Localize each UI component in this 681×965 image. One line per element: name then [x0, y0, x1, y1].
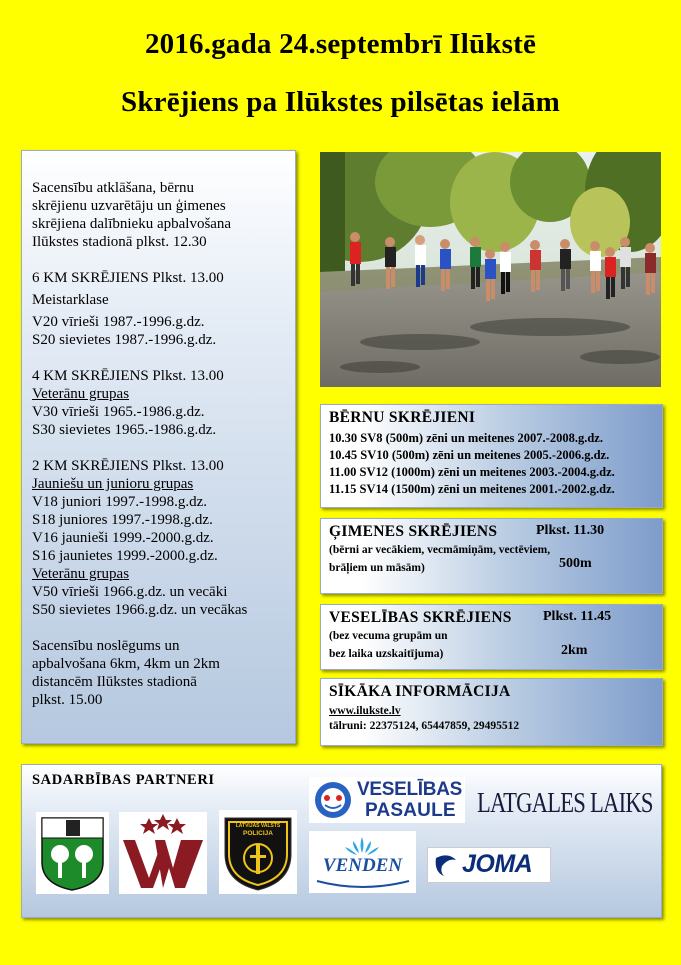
run-2km-line: S18 juniores 1997.-1998.g.dz.	[32, 512, 213, 528]
veselibas-pasaule-logo	[309, 777, 465, 823]
runners-photo	[320, 152, 661, 387]
run-6km-group: Meistarklase	[32, 292, 109, 308]
kids-run-line: 10.30 SV8 (500m) zēni un meitenes 2007.-2008.g.dz.	[329, 431, 603, 445]
health-run-note: (bez vecuma grupām un	[329, 630, 448, 642]
health-run-time: Plkst. 11.45	[543, 609, 612, 624]
lvs-logo	[119, 812, 207, 894]
opening-line: Ilūkstes stadionā plkst. 12.30	[32, 234, 207, 250]
run-2km-line: V18 juniori 1997.-1998.g.dz.	[32, 494, 207, 510]
run-2km-line: V50 vīrieši 1966.g.dz. un vecāki	[32, 584, 228, 600]
info-phones: tālruni: 22375124, 65447859, 29495512	[329, 720, 520, 732]
run-2km-line: S16 jaunietes 1999.-2000.g.dz.	[32, 548, 218, 564]
run-6km-title: 6 KM SKRĒJIENS Plkst. 13.00	[32, 270, 224, 286]
partners-title: SADARBĪBAS PARTNERI	[32, 772, 215, 788]
run-4km-line: V30 vīrieši 1965.-1986.g.dz.	[32, 404, 205, 420]
svg-text:POLICIJA: POLICIJA	[243, 830, 273, 837]
opening-line: skrējienu uzvarētāju un ģimenes	[32, 198, 226, 214]
schedule-panel	[21, 150, 296, 744]
joma-logo	[427, 847, 551, 883]
run-4km-title: 4 KM SKRĒJIENS Plkst. 13.00	[32, 368, 224, 384]
kids-runs-title: BĒRNU SKRĒJIENI	[329, 409, 476, 426]
kids-run-line: 11.15 SV14 (1500m) zēni un meitenes 2001.-2002.g.dz.	[329, 482, 615, 496]
family-run-note: (bērni ar vecākiem, vecmāmiņām, vectēviem,	[329, 544, 551, 556]
family-run-distance: 500m	[559, 556, 592, 571]
run-2km-line: S50 sievietes 1966.g.dz. un vecākas	[32, 602, 248, 618]
health-run-distance: 2km	[561, 643, 588, 658]
run-6km-line: V20 vīrieši 1987.-1996.g.dz.	[32, 314, 205, 330]
venden-logo	[309, 831, 416, 893]
opening-line: Sacensību atklāšana, bērnu	[32, 180, 195, 196]
police-badge-logo	[219, 810, 297, 894]
partners-panel	[21, 764, 662, 918]
run-6km-line: S20 sievietes 1987.-1996.g.dz.	[32, 332, 217, 348]
run-4km-group: Veterānu grupas	[32, 386, 130, 402]
run-4km-line: S30 sievietes 1965.-1986.g.dz.	[32, 422, 217, 438]
kids-run-line: 11.00 SV12 (1000m) zēni un meitenes 2003.-2004.g.dz.	[329, 465, 615, 479]
ilukste-coat-of-arms-logo	[36, 812, 109, 894]
run-2km-group-youth: Jauniešu un junioru grupas	[32, 476, 194, 492]
info-title: SĪKĀKA INFORMĀCIJA	[329, 683, 511, 700]
event-title: Skrējiens pa Ilūkstes pilsētas ielām	[120, 86, 560, 118]
event-date-title: 2016.gada 24.septembrī Ilūkstē	[144, 28, 537, 60]
family-run-title: ĢIMENES SKRĒJIENS	[329, 523, 498, 540]
opening-line: skrējiena dalībnieku apbalvošana	[32, 216, 232, 232]
svg-text:LATVIJAS VALSTS: LATVIJAS VALSTS	[235, 823, 281, 829]
run-2km-line: V16 jaunieši 1999.-2000.g.dz.	[32, 530, 214, 546]
kids-runs-panel	[320, 404, 663, 508]
latgales-laiks-logo: LATGALES LAIKS	[477, 787, 653, 819]
pasaule-logo-text: PASAULE	[365, 800, 456, 821]
closing-line: plkst. 15.00	[32, 692, 103, 708]
family-run-time: Plkst. 11.30	[536, 523, 605, 538]
veselibas-logo-text: VESELĪBAS	[357, 779, 462, 800]
closing-line: apbalvošana 6km, 4km un 2km	[32, 656, 220, 672]
health-run-panel	[320, 604, 663, 670]
run-2km-group-veterans: Veterānu grupas	[32, 566, 130, 582]
info-website-link[interactable]: www.ilukste.lv	[329, 705, 401, 717]
health-run-title: VESELĪBAS SKRĒJIENS	[329, 609, 512, 626]
health-run-note: bez laika uzskaitījuma)	[329, 648, 444, 660]
run-2km-title: 2 KM SKRĒJIENS Plkst. 13.00	[32, 458, 224, 474]
family-run-panel	[320, 518, 663, 594]
closing-line: distancēm Ilūkstes stadionā	[32, 674, 197, 690]
venden-logo-text: VENDEN	[322, 855, 403, 876]
info-panel	[320, 678, 663, 746]
family-run-note: brāļiem un māsām)	[329, 562, 425, 574]
closing-line: Sacensību noslēgums un	[32, 638, 180, 654]
joma-logo-text: JOMA	[462, 850, 533, 878]
kids-run-line: 10.45 SV10 (500m) zēni un meitenes 2005.-2006.g.dz.	[329, 448, 610, 462]
